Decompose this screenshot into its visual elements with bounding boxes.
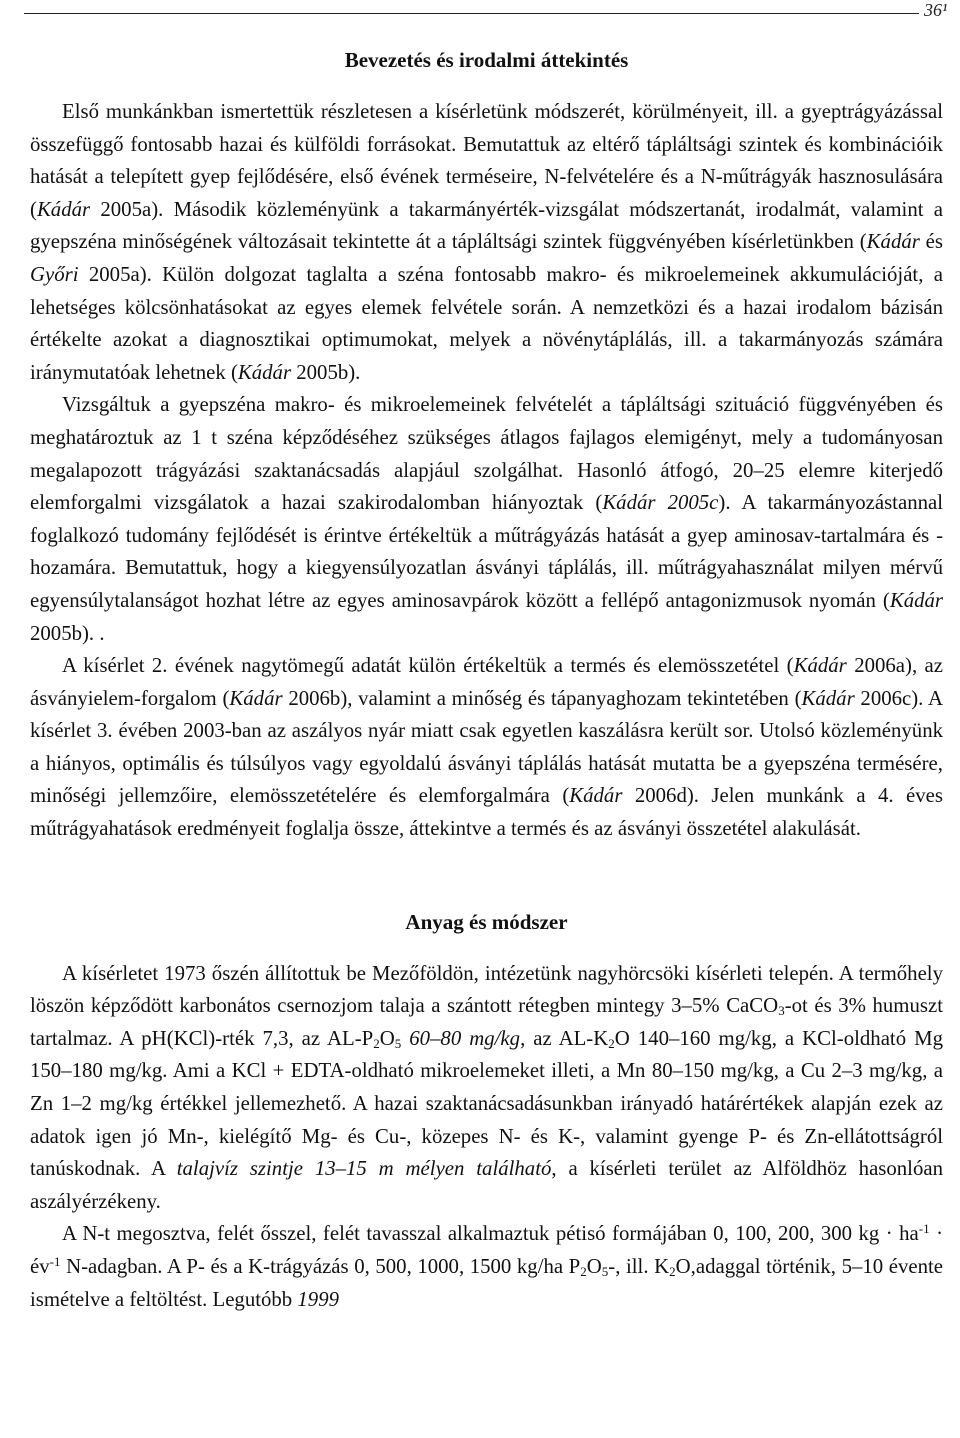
page-number: 36¹ (924, 0, 948, 20)
intro-paragraph-2: Vizsgáltuk a gyepszéna makro- és mikroelemeinek felvételét a tápláltsági szituáció függvényében és meghatároztuk az 1 t széna képződéséhez szükséges átlagos fajlagos elemigényt, mely a tudományosan megalapozott trágyázási szaktanácsadás alapjául szolgálhat. Hasonló átfogó, 20–25 elemre kiterjedő elemforgalmi vizsgálatok a hazai szakirodalomban hiányoztak (Kádár 2005c). A takarmányozástannal foglalkozó tudomány fejlődését is érintve értékeltük a műtrágyázás hatását a gyep aminosav-tartalmára és -hozamára. Bemutattuk, hogy a kiegyensúlyozatlan ásványi táplálás, ill. műtrágyahasználat milyen mérvű egyensúlytalanságot hozhat létre az egyes aminosavpárok között a fellépő antagonizmusok nyomán (Kádár 2005b). . (30, 393, 943, 645)
section-heading-intro: Bevezetés és irodalmi áttekintés (344, 48, 629, 72)
intro-paragraph-3: A kísérlet 2. évének nagytömegű adatát külön értékeltük a termés és elemösszetétel (Kádár 2006a), az ásványielem-forgalom (Kádár 2006b), valamint a minőség és tápanyaghozam tekintetében (Kádár 2006c). A kísérlet 3. évében 2003-ban az aszályos nyár miatt csak egyetlen kaszálásra került sor. Utolsó közleményünk a hiányos, optimális és túlsúlyos vagy egyoldalú ásványi táplálás hatását mutatta be a gyepszéna termésére, minőségi jellemzőire, elemösszetételére és elemforgalmára (Kádár 2006d). Jelen munkánk a 4. éves műtrágyahatások eredményeit foglalja össze, áttekintve a termés és az ásványi összetétel alakulását. (30, 654, 944, 841)
methods-paragraph-1: A kísérletet 1973 őszén állítottuk be Mezőföldön, intézetünk nagyhörcsöki kísérleti telepén. A termőhely löszön képződött karbonátos csernozjom talaja a szántott rétegben mintegy 3–5% CaCO$_3$-ot és 3% humuszt tartalmaz. A pH(KCl)-rték 7,3, az $AL-P_2O_5$ 60–80 mg/kg, az $AL-K_2O$ 140–160 mg/kg, a KCl-oldható Mg 150–180 mg/kg. Ami a KCl + EDTA-oldható mikroelemeket illeti, a Mn 80–150 mg/kg, a Cu 2–3 mg/kg, a Zn 1–2 mg/kg értékkel jellemezhető. A hazai szaktanácsadásunkban irányadó határértékek alapján ezek az adatok igen jó Mn-, kielégítő Mg- és Cu-, közepes N- és K-, valamint gyenge P- és Zn-ellátottságról tanúskodnak. A talajvíz szintje 13–15 m mélyen található, a kísérleti terület az Alföldhöz hasonlóan aszályérzékeny. (30, 961, 943, 1213)
methods-paragraph-2: A N-t megosztva, felét ősszel, felét tavasszal alkalmaztuk pétisó formájában 0, 100, 200, 300 kg · $ha^{-1}$ · $év^{-1}$ N-adagban. A P- és a K-trágyázás 0, 500, 1000, 1500 kg/ha $P_2O_5-$, ill. $K_2O,adaggal$ történik, 5–10 évente ismételve a feltöltést. Legutóbb 1999 (30, 1221, 944, 1311)
page-content (30, 46, 943, 1316)
section-heading-methods: Anyag és módszer (405, 909, 568, 934)
intro-paragraph-1: Első munkánkban ismertettük részletesen a kísérletünk módszerét, körülményeit, ill. a gyeptrágyázással összefüggő fontosabb hazai és külföldi forrásokat. Bemutattuk az eltérő tápláltsági szintek és kombinációik hatását a telepített gyep fejlődésére, első évének terméseire, N-felvételére és a N-műtrágyák hasznosulására (Kádár 2005a). Második közleményünk a takarmányérték-vizsgálat módszertanát, irodalmát, valamint a gyepszéna minőségének változásait tekintette át a tápláltsági szintek függvényében kísérletünkben (Kádár és Győri 2005a). Külön dolgozat taglalta a széna fontosabb makro- és mikroelemeinek akkumulációját, a lehetséges kölcsönhatásokat az egyes elemek felvétele során. A nemzetközi és a hazai irodalom bázisán értékelte azokat a diagnosztikai optimumokat, melyek a növénytáplálás, ill. a takarmányozás számára iránymutatóak lehetnek (Kádár 2005b). (30, 100, 943, 384)
header-rule (24, 13, 919, 14)
